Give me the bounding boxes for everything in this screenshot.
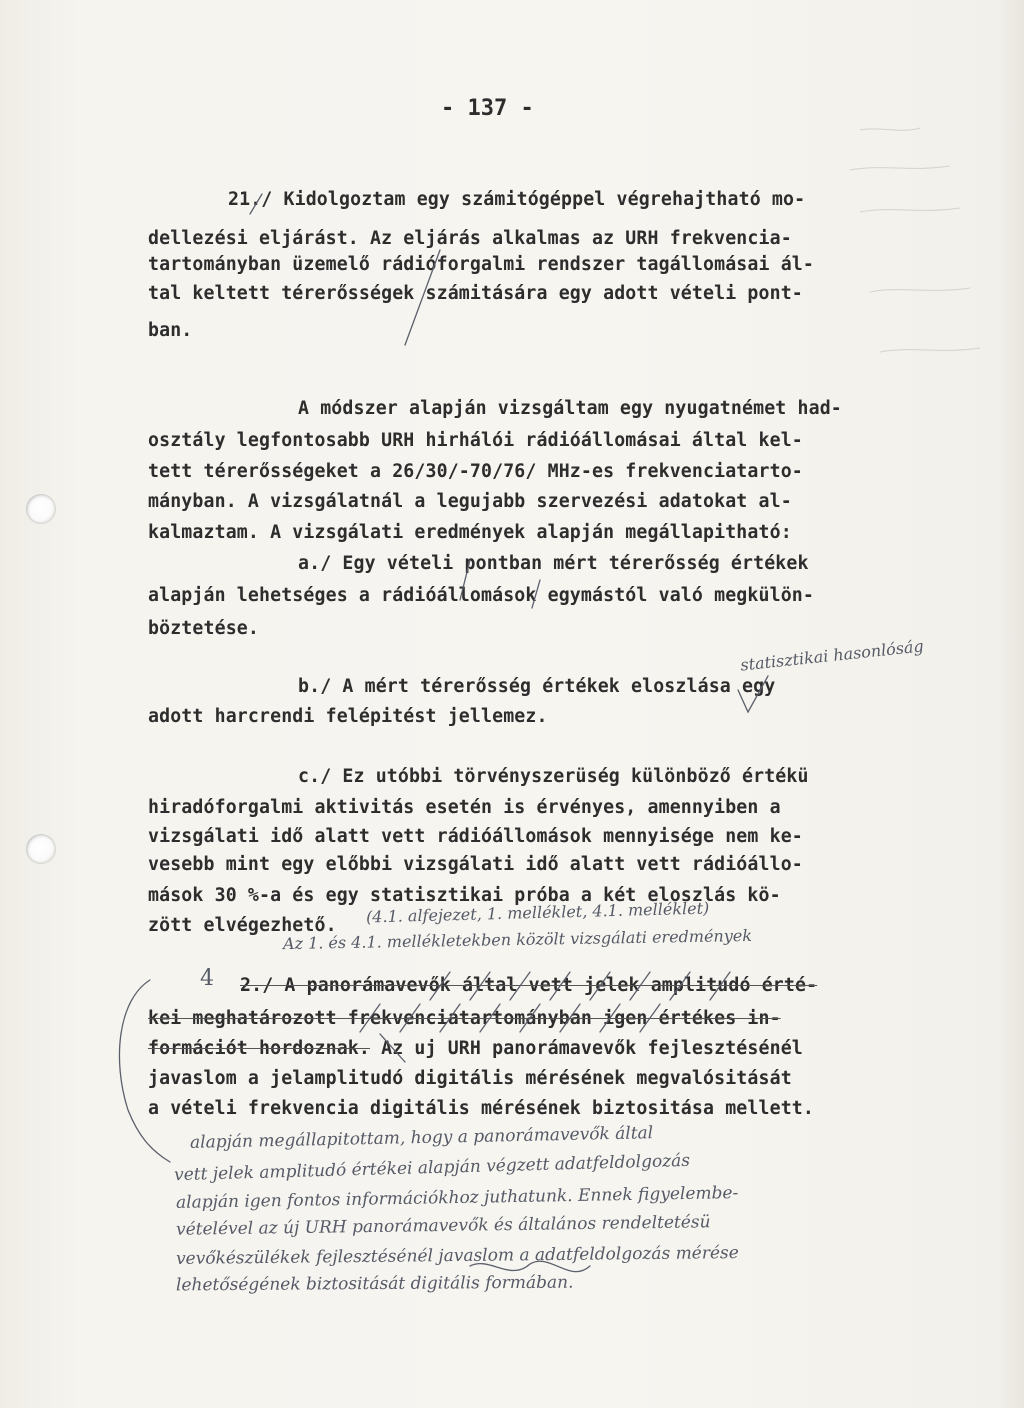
item-c-line-2: hiradóforgalmi aktivitás esetén is érvényes, amennyiben a [148,797,781,818]
paragraph1-line-4: tal keltett térerősségek számitására egy adott vételi pont- [148,283,803,304]
page-edge-shadow [996,0,1024,1408]
struck-line-3: formációt hordoznak. [148,1038,370,1059]
handwritten-item-number: 4 [200,966,214,991]
item-c-line-3: vizsgálati idő alatt vett rádióállomások mennyisége nem ke- [148,826,803,847]
punch-hole-top [26,494,56,524]
item-c-line-1: c./ Ez utóbbi törvényszerüség különböző értékü [298,766,809,787]
handwritten-footer-line-3: alapján igen fontos információkhoz juthatunk. Ennek figyelembe- [175,1183,739,1213]
paragraph2-line-5: kalmaztam. A vizsgálati eredmények alapján megállapitható: [148,522,792,543]
item-a-line-3: böztetése. [148,618,259,639]
item-a-line-1: a./ Egy vételi pontban mért térerősség értékek [298,553,809,574]
handwritten-note-statistical: statisztikai hasonlóság [739,636,925,675]
paragraph3-line-5: a vételi frekvencia digitális mérésének biztositása mellett. [148,1098,814,1119]
item-b-line-2: adott harcrendi felépitést jellemez. [148,706,548,727]
paragraph2-line-2: osztály legfontosabb URH hirhálói rádióállomásai által kel- [148,430,803,451]
paragraph1-line-2: dellezési eljárást. Az eljárás alkalmas az URH frekvencia- [148,228,792,249]
paragraph2-line-4: mányban. A vizsgálatnál a legujabb szervezési adatokat al- [148,491,792,512]
item-a-line-2: alapján lehetséges a rádióállomások egymástól való megkülön- [148,585,814,606]
paragraph3-line-3-tail: Az uj URH panorámavevők fejlesztésénél [370,1038,803,1059]
paragraph1-line-5: ban. [148,320,193,341]
page-number: - 137 - [441,96,534,121]
item-c-line-4: vesebb mint egy előbbi vizsgálati idő alatt vett rádióállo- [148,854,803,875]
punch-hole-bottom [26,834,56,864]
item-b-line-1: b./ A mért térerősség értékek eloszlása egy [298,676,776,697]
struck-line-1: 2./ A panorámavevők által vett jelek amplitudó érté- [240,975,818,996]
item-c-line-6: zött elvégezhető. [148,915,337,936]
handwritten-note-appendix: Az 1. és 4.1. mellékletekben közölt vizsgálati eredmények [282,925,753,954]
paragraph1-line-1: 21./ Kidolgoztam egy számitógéppel végrehajtható mo- [228,189,806,210]
paragraph1-line-3: tartományban üzemelő rádióforgalmi rendszer tagállomásai ál- [148,254,814,275]
handwritten-note-references: (4.1. alfejezet, 1. melléklet, 4.1. melléklet) [365,898,710,927]
paragraph3-line-3 [148,1040,803,1058]
handwritten-footer-line-1: alapján megállapitottam, hogy a panorámavevők által [189,1123,654,1153]
handwritten-footer-line-2: vett jelek amplitudó értékei alapján végzett adatfeldolgozás [173,1150,691,1186]
struck-line-2: kei meghatározott frekvenciatartományban igen értékes in- [148,1008,781,1029]
paragraph2-line-3: tett térerősségeket a 26/30/-70/76/ MHz-es frekvenciatarto- [148,461,803,482]
paragraph2-line-1: A módszer alapján vizsgáltam egy nyugatnémet had- [298,398,842,419]
handwritten-footer-line-6: lehetőségének biztositását digitális formában. [175,1272,574,1296]
item-c-line-5: mások 30 %-a és egy statisztikai próba a két eloszlás kö- [148,885,781,906]
paragraph3-line-4: javaslom a jelamplitudó digitális mérésének megvalósitását [148,1068,792,1089]
handwritten-footer-line-5: vevőkészülékek fejlesztésénél javaslom a adatfeldolgozás mérése [175,1243,739,1269]
handwritten-footer-line-4: vételével az új URH panorámavevők és általános rendeltetésü [175,1212,711,1240]
